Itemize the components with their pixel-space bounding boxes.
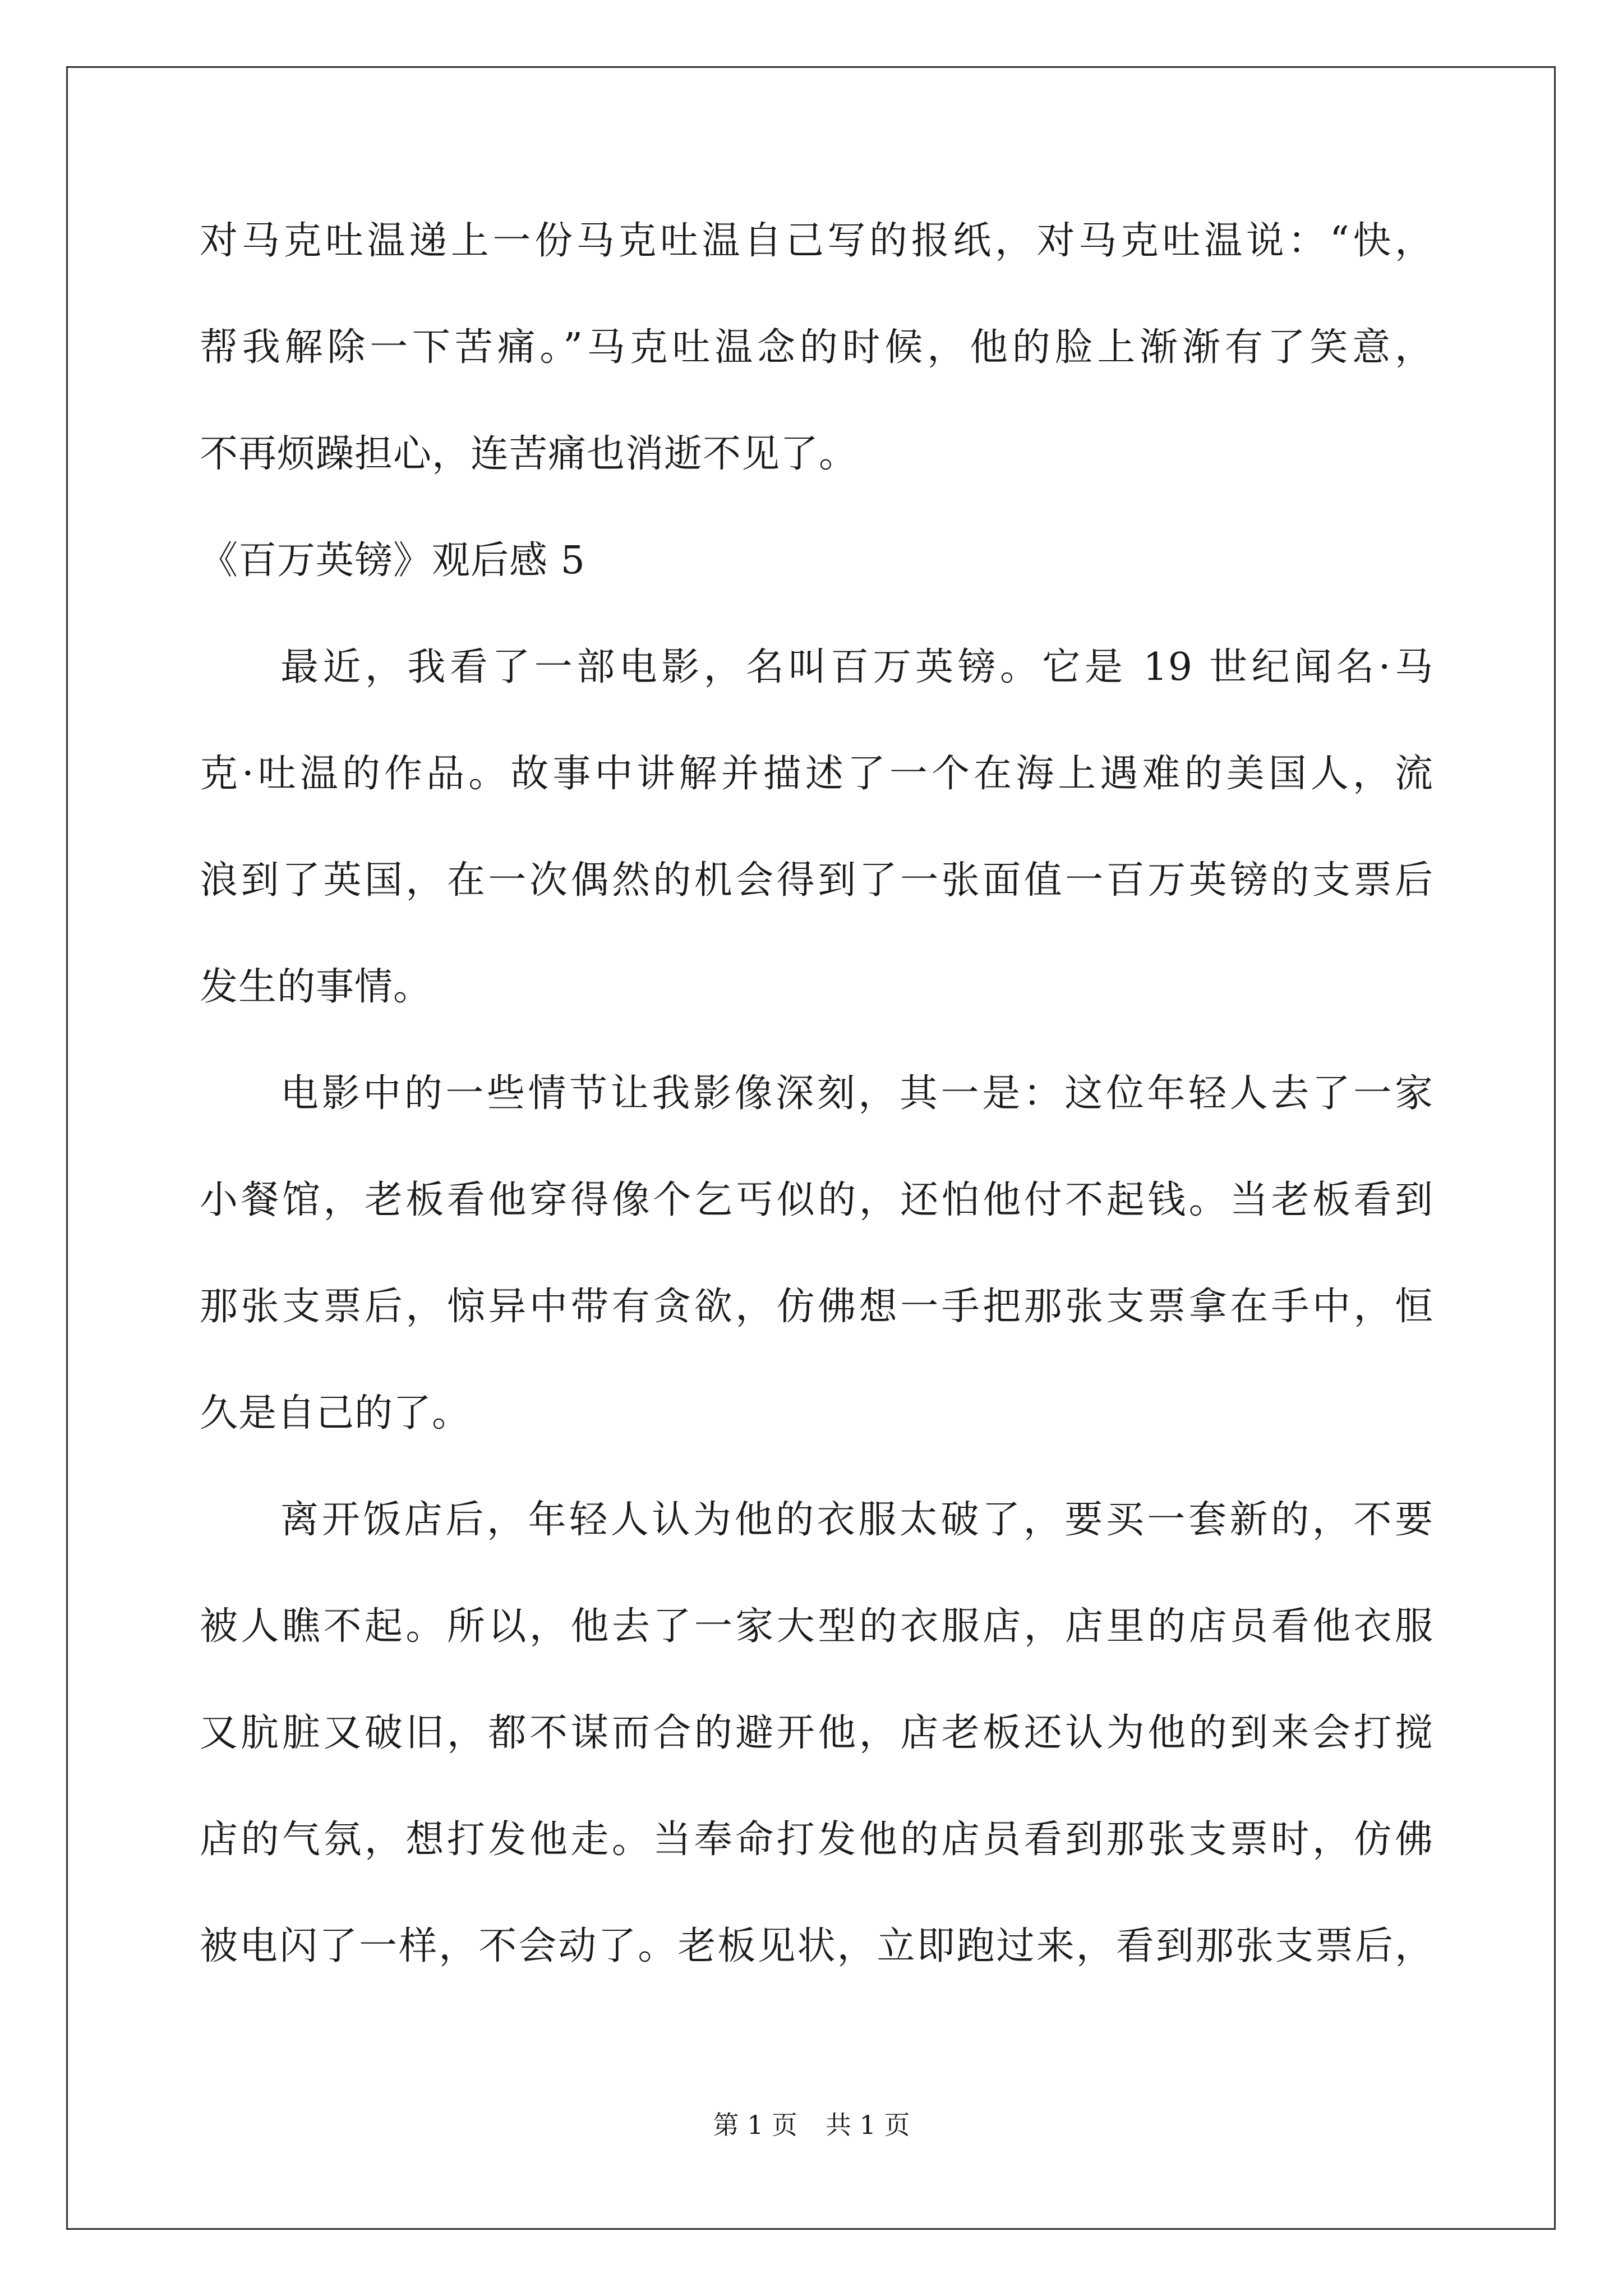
text-line: 浪到了英国，在一次偶然的机会得到了一张面值一百万英镑的支票后: [200, 858, 1433, 903]
text-line: 久是自己的了。: [200, 1391, 471, 1435]
text-line: 克·吐温的作品。故事中讲解并描述了一个在海上遇难的美国人，流: [200, 752, 1433, 796]
text-line: 对马克吐温递上一份马克吐温自己写的报纸，对马克吐温说：“快，: [200, 219, 1433, 263]
page-total: 共 1 页: [826, 2110, 910, 2140]
text-line: 电影中的一些情节让我影像深刻，其一是：这位年轻人去了一家: [280, 1071, 1433, 1116]
text-line: 发生的事情。: [200, 965, 432, 1009]
text-line: 被电闪了一样，不会动了。老板见状，立即跑过来，看到那张支票后，: [200, 1924, 1433, 1968]
text-line: 离开饭店后，年轻人认为他的衣服太破了，要买一套新的，不要: [280, 1498, 1433, 1542]
text-line: 帮我解除一下苦痛。”马克吐温念的时候，他的脸上渐渐有了笑意，: [200, 325, 1433, 370]
page-footer: [0, 2109, 1623, 2141]
section-heading: 《百万英镑》观后感 5: [200, 539, 585, 583]
text-line: 又肮脏又破旧，都不谋而合的避开他，店老板还认为他的到来会打搅: [200, 1711, 1433, 1755]
text-line: 被人瞧不起。所以，他去了一家大型的衣服店，店里的店员看他衣服: [200, 1604, 1433, 1649]
page-border: [66, 66, 1556, 2230]
text-line: 不再烦躁担心，连苦痛也消逝不见了。: [200, 432, 858, 476]
text-line: 那张支票后，惊异中带有贪欲，仿佛想一手把那张支票拿在手中，恒: [200, 1285, 1433, 1329]
page-number: 第 1 页: [713, 2110, 797, 2140]
text-line: 最近，我看了一部电影，名叫百万英镑。它是 19 世纪闻名·马: [280, 645, 1433, 689]
text-line: 店的气氛，想打发他走。当奉命打发他的店员看到那张支票时，仿佛: [200, 1818, 1433, 1862]
text-line: 小餐馆，老板看他穿得像个乞丐似的，还怕他付不起钱。当老板看到: [200, 1178, 1433, 1222]
